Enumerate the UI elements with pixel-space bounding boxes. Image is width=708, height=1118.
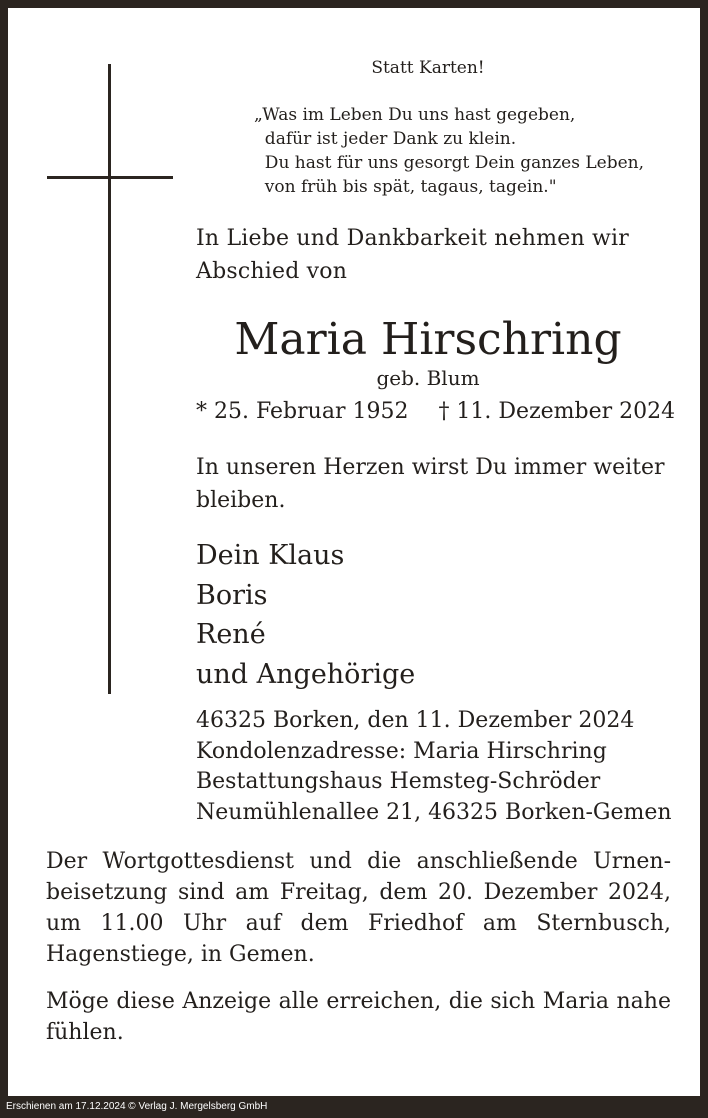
poem-line: „Was im Leben Du uns hast gegeben,	[254, 105, 576, 125]
address-line: 46325 Borken, den 11. Dezember 2024	[196, 708, 635, 733]
address-block	[196, 706, 672, 828]
family-member: Dein Klaus	[196, 540, 345, 571]
service-text: Der Wortgottesdienst und die anschließende Urnen-beisetzung sind am Freitag, dem 20. Dezember 2024, um 11.00 Uhr auf dem Friedhof am Sternbusch, Hagenstiege, in Gemen.	[46, 849, 671, 967]
birth-name: geb. Blum	[376, 366, 480, 390]
life-dates	[196, 399, 675, 424]
poem-line: von früh bis spät, tagaus, tagein."	[254, 177, 557, 197]
poem	[254, 103, 644, 199]
family-member: Boris	[196, 579, 268, 611]
poem-line: Du hast für uns gesorgt Dein ganzes Leben,	[254, 153, 645, 173]
cross-horizontal-bar	[47, 176, 173, 179]
statt-karten-heading: Statt Karten!	[371, 58, 485, 78]
intro-text: In Liebe und Dankbarkeit nehmen wir Abschied von	[196, 226, 630, 284]
heart-text: In unseren Herzen wirst Du immer weiter bleiben.	[196, 455, 665, 513]
poem-line: dafür ist jeder Dank zu klein.	[254, 129, 517, 149]
publication-footer: Erschienen am 17.12.2024 © Verlag J. Mergelsberg GmbH	[6, 1101, 268, 1112]
death-date: † 11. Dezember 2024	[438, 399, 676, 424]
wish-text: Möge diese Anzeige alle erreichen, die sich Maria nahe fühlen.	[46, 989, 671, 1045]
deceased-name: Maria Hirschring	[234, 314, 622, 365]
address-line: Kondolenzadresse: Maria Hirschring	[196, 738, 607, 764]
family-list	[196, 536, 415, 694]
address-line: Neumühlenallee 21, 46325 Borken-Gemen	[196, 799, 672, 825]
obituary-card	[8, 8, 700, 1096]
address-line: Bestattungshaus Hemsteg-Schröder	[196, 769, 601, 794]
family-member: René	[196, 619, 266, 650]
birth-date: * 25. Februar 1952	[196, 399, 409, 424]
family-member: und Angehörige	[196, 658, 416, 690]
